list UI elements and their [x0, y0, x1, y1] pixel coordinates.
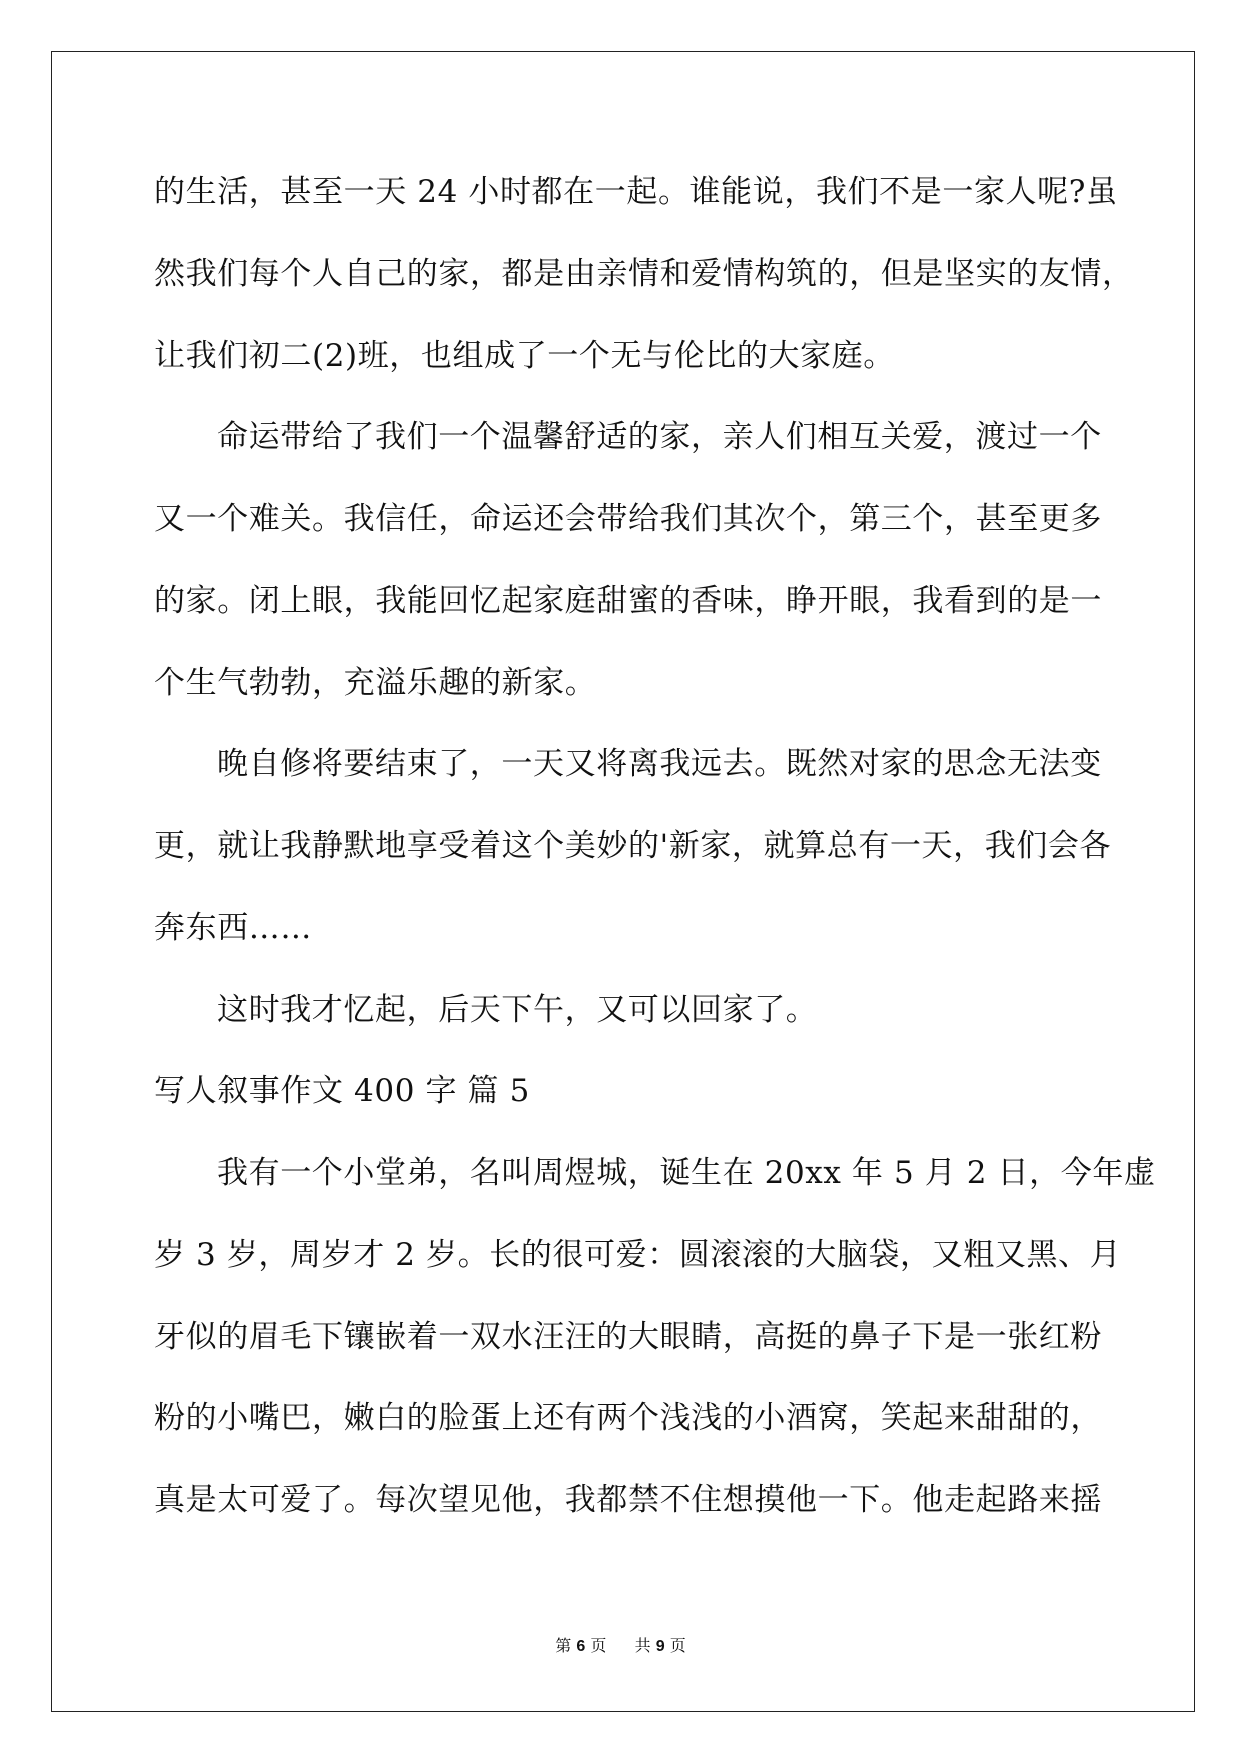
paragraph-line: 牙似的眉毛下镶嵌着一双水汪汪的大眼睛，高挺的鼻子下是一张红粉	[154, 1318, 1102, 1355]
paragraph-line: 奔东西……	[154, 909, 312, 946]
paragraph-line: 个生气勃勃，充溢乐趣的新家。	[154, 664, 597, 701]
paragraph-line: 更，就让我静默地享受着这个美妙的'新家，就算总有一天，我们会各	[154, 828, 1112, 864]
page-number: 6	[576, 1638, 586, 1655]
page-footer	[0, 1634, 1241, 1659]
paragraph-line: 粉的小嘴巴，嫩白的脸蛋上还有两个浅浅的小酒窝，笑起来甜甜的，	[154, 1400, 1102, 1437]
paragraph-first-line: 这时我才忆起，后天下午，又可以回家了。	[217, 991, 818, 1028]
paragraph-line: 然我们每个人自己的家，都是由亲情和爱情构筑的，但是坚实的友情，	[154, 255, 1134, 292]
paragraph-first-line: 我有一个小堂弟，名叫周煜城，诞生在 20xx 年 5 月 2 日，今年虚	[217, 1155, 1156, 1191]
page-prefix: 第	[555, 1636, 572, 1655]
total-pages: 9	[655, 1638, 665, 1655]
page-suffix: 页	[590, 1636, 607, 1655]
paragraph-line: 的生活，甚至一天 24 小时都在一起。谁能说，我们不是一家人呢?虽	[154, 174, 1118, 210]
paragraph-line: 让我们初二(2)班，也组成了一个无与伦比的大家庭。	[154, 337, 895, 374]
paragraph-line: 的家。闭上眼，我能回忆起家庭甜蜜的香味，睁开眼，我看到的是一	[154, 582, 1102, 619]
paragraph-first-line: 命运带给了我们一个温馨舒适的家，亲人们相互关爱，渡过一个	[217, 419, 1102, 456]
document-body	[154, 152, 1156, 1542]
paragraph-line: 又一个难关。我信任，命运还会带给我们其次个，第三个，甚至更多	[154, 501, 1102, 537]
paragraph-line: 岁 3 岁，周岁才 2 岁。长的很可爱：圆滚滚的大脑袋，又粗又黑、月	[154, 1236, 1122, 1273]
paragraph-line: 真是太可爱了。每次望见他，我都禁不住想摸他一下。他走起路来摇	[154, 1482, 1102, 1518]
section-heading: 写人叙事作文 400 字 篇 5	[154, 1073, 530, 1110]
paragraph-first-line: 晚自修将要结束了，一天又将离我远去。既然对家的思念无法变	[217, 746, 1102, 783]
total-suffix: 页	[669, 1636, 686, 1655]
total-prefix: 共	[634, 1636, 651, 1655]
